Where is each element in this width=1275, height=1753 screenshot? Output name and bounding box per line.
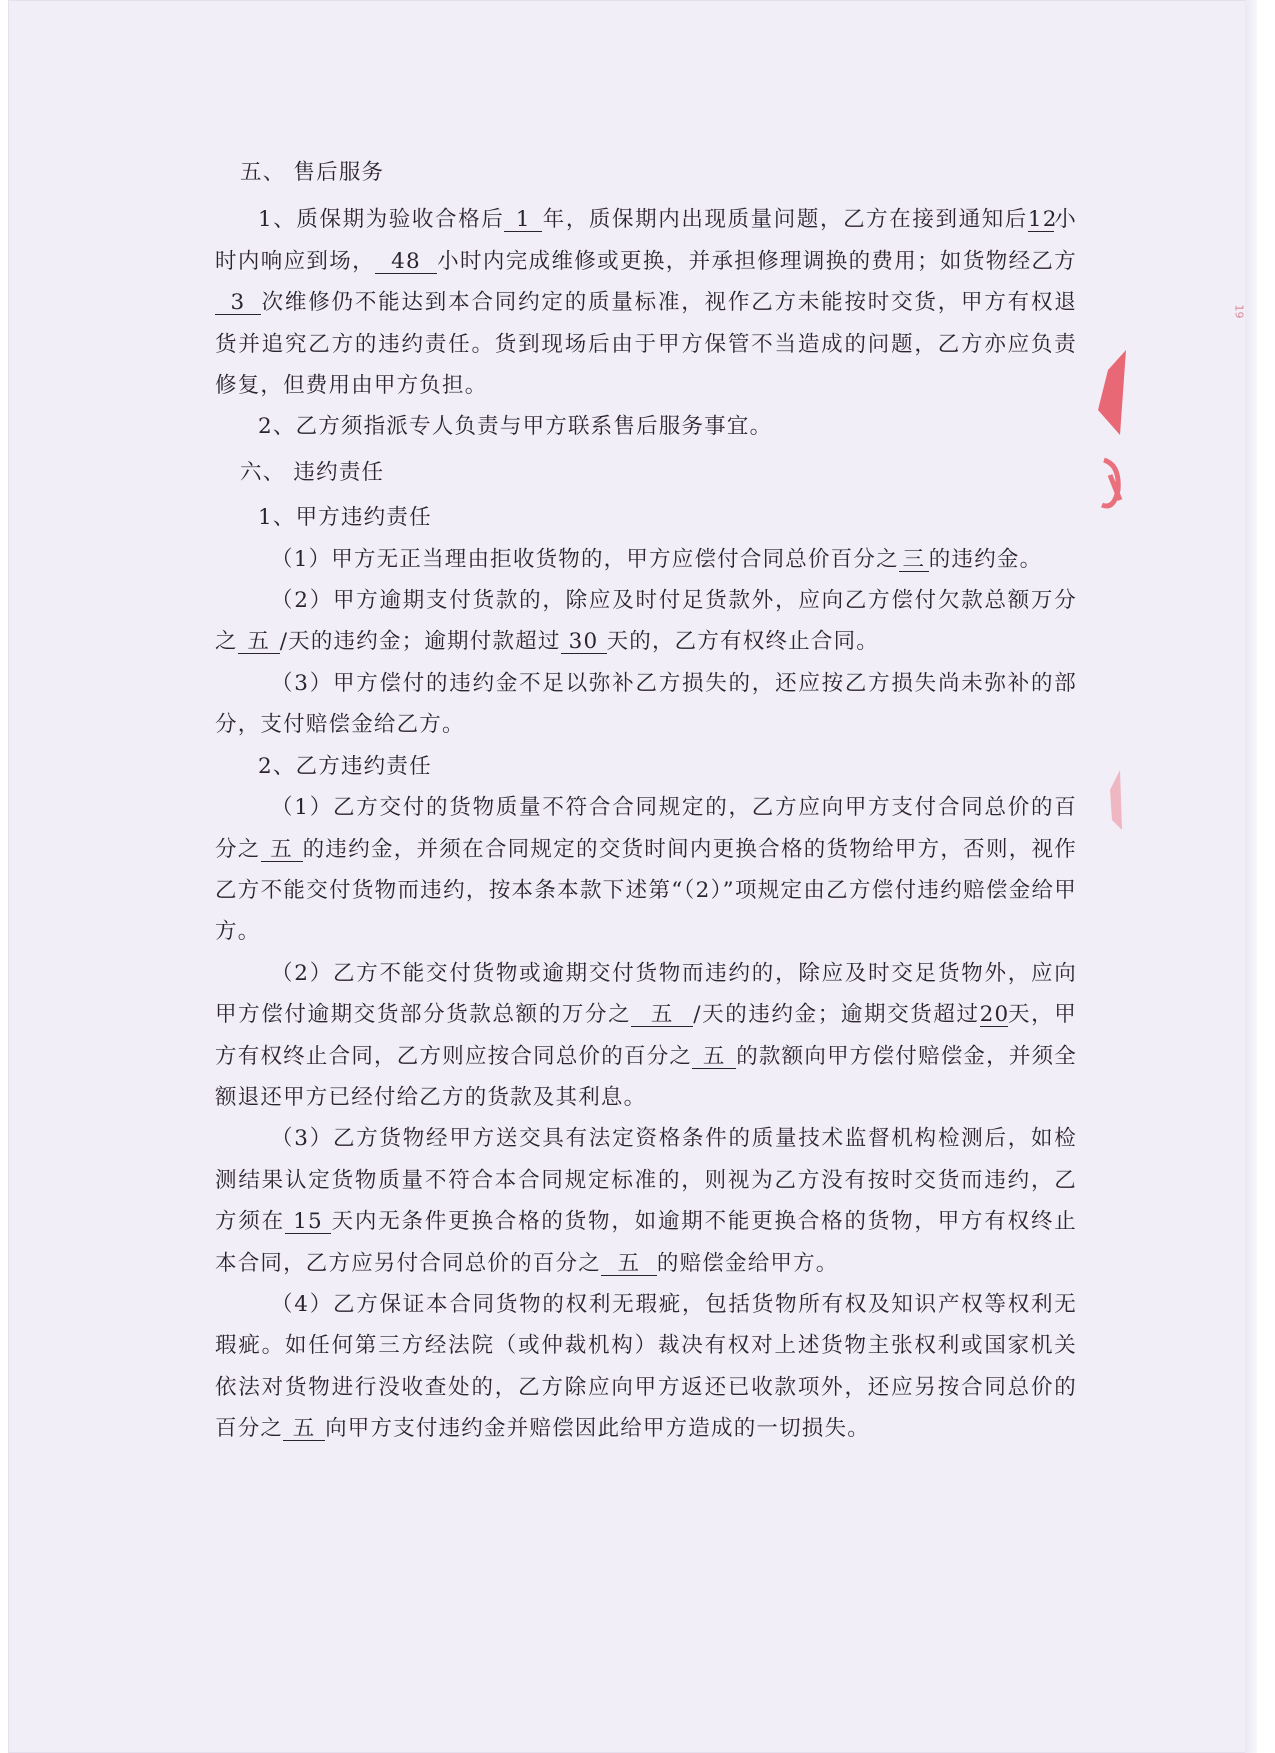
fill-repair-times: 3 [215, 292, 261, 315]
fill-b2-percent: 五 [692, 1046, 736, 1069]
clause-b3: （3）乙方货物经甲方送交具有法定资格条件的质量技术监督机构检测后，如检测结果认定货物质量不符合本合同规定标准的，则视为乙方没有按时交货而违约，乙方须在 15 天内无条件更换合格的货物，如逾期不能更换合格的货物，甲方有权终止本合同，乙方应另付合同总价的百分之 五 的赔偿金给甲方。 [215, 1126, 1077, 1276]
clause-a2: （2）甲方逾期支付货款的，除应及时付足货款外，应向乙方偿付欠款总额万分之 五 /天的违约金；逾期付款超过 30 天的，乙方有权终止合同。 [215, 588, 1077, 655]
subheading-party-b-liability: 2、乙方违约责任 [258, 753, 432, 779]
subheading-party-a-liability: 1、甲方违约责任 [258, 505, 432, 531]
fill-warranty-years: 1 [504, 209, 542, 232]
paragraph-service-contact: 2、乙方须指派专人负责与甲方联系售后服务事宜。 [258, 414, 773, 440]
fill-b3-days: 15 [285, 1211, 331, 1234]
fill-a2-rate: 五 [238, 631, 280, 654]
fill-a2-days: 30 [561, 631, 607, 654]
fill-repair-hours: 48 [375, 251, 437, 274]
paragraph-warranty: 1、质保期为验收合格后 1 年，质保期内出现质量问题，乙方在接到通知后12小时内响应到场， 48 小时内完成维修或更换，并承担修理调换的费用；如货物经乙方3 次维修仍不能达到本合同约定的质量标准，视作乙方未能按时交货，甲方有权退货并追究乙方的违约责任。货到现场后由于甲方保管不当造成的问题，乙方亦应负责修复，但费用由甲方负担。 [215, 207, 1078, 399]
clause-a1: （1）甲方无正当理由拒收货物的，甲方应偿付合同总价百分之 三 的违约金。 [271, 546, 1043, 572]
fill-b2-days: 20 [979, 1002, 1010, 1028]
page-number: 19 [1232, 304, 1246, 319]
contract-body [215, 152, 1077, 1450]
seal-stamp-icon [1090, 290, 1130, 850]
fill-response-hours: 12 [1027, 207, 1058, 233]
fill-b4-percent: 五 [283, 1418, 325, 1441]
clause-a3: （3）甲方偿付的违约金不足以弥补乙方损失的，还应按乙方损失尚未弥补的部分，支付赔偿金给乙方。 [215, 670, 1077, 738]
clause-b2: （2）乙方不能交付货物或逾期交付货物而违约的，除应及时交足货物外，应向甲方偿付逾期交货部分货款总额的万分之 五 /天的违约金；逾期交货超过20天，甲方有权终止合同，乙方则应按合同总价的百分之 五 的款额向甲方偿付赔偿金，并须全额退还甲方已经付给乙方的货款及其利息。 [215, 960, 1077, 1110]
section-heading-after-sales: 五、 售后服务 [240, 160, 385, 185]
fill-b1-percent: 五 [261, 839, 303, 862]
clause-b4: （4）乙方保证本合同货物的权利无瑕疵，包括货物所有权及知识产权等权利无瑕疵。如任何第三方经法院（或仲裁机构）裁决有权对上述货物主张权利或国家机关依法对货物进行没收查处的，乙方除应向甲方返还已收款项外，还应另按合同总价的百分之 五 向甲方支付违约金并赔偿因此给甲方造成的一切损失。 [215, 1291, 1077, 1442]
fill-b2-rate: 五 [631, 1004, 693, 1027]
page-edge-shadow [1245, 0, 1257, 1753]
clause-b1: （1）乙方交付的货物质量不符合合同规定的，乙方应向甲方支付合同总价的百分之 五 的违约金，并须在合同规定的交货时间内更换合格的货物给甲方，否则，视作乙方不能交付货物而违约，按本条本款下述第“（2）”项规定由乙方偿付违约赔偿金给甲方。 [215, 795, 1077, 945]
fill-a1-percent: 三 [899, 549, 929, 572]
fill-b3-percent: 五 [601, 1253, 657, 1276]
section-heading-liability: 六、 违约责任 [240, 459, 385, 485]
